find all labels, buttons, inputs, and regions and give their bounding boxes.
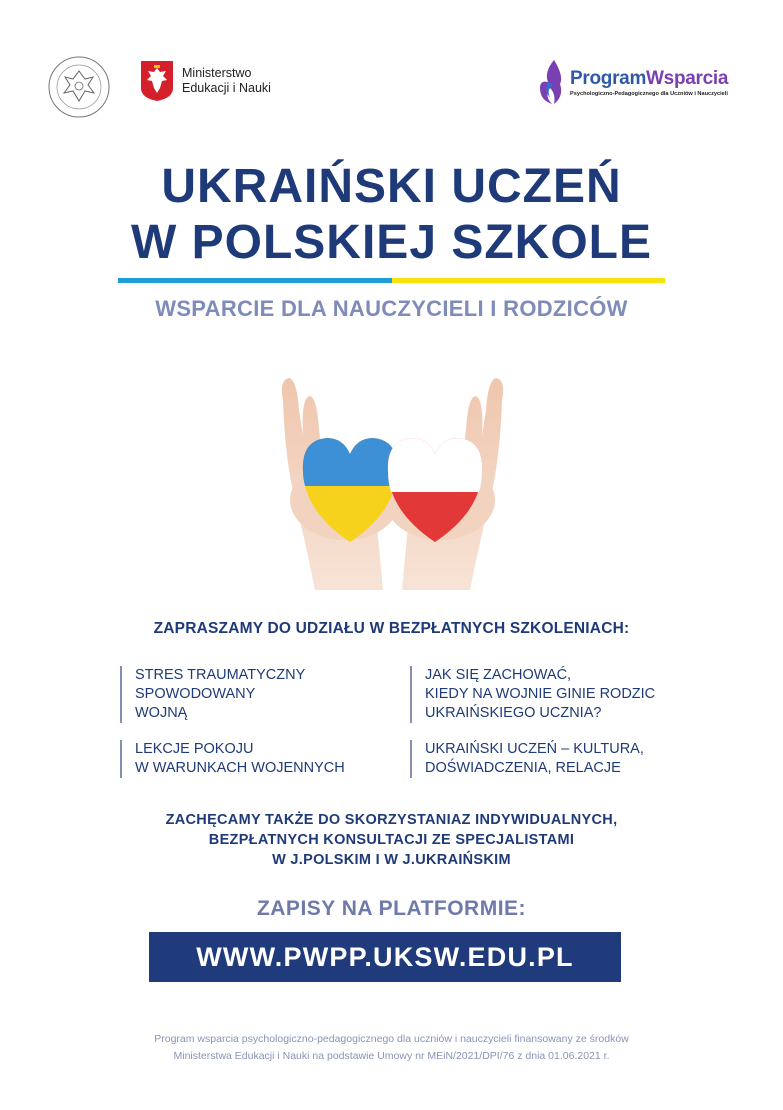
ministry-name-line1: Ministerstwo — [182, 66, 252, 80]
topic-item — [120, 666, 305, 723]
program-wsparcia-flame-icon — [534, 58, 566, 106]
topic-line: LEKCJE POKOJU — [135, 741, 254, 757]
consultation-note — [0, 810, 783, 870]
topic-item — [120, 740, 345, 778]
topic-line: DOŚWIADCZENIA, RELACJE — [425, 760, 621, 776]
topic-line: JAK SIĘ ZACHOWAĆ, — [425, 667, 572, 683]
footer-line1: Program wsparcia psychologiczno-pedagogicznego dla uczniów i nauczycieli finansowany ze środków — [154, 1033, 629, 1045]
ministry-logo — [140, 60, 271, 102]
hands-holding-hearts-image — [275, 340, 510, 600]
topic-line: KIEDY NA WOJNIE GINIE RODZIC — [425, 686, 656, 702]
subtitle: WSPARCIE DLA NAUCZYCIELI I RODZICÓW — [155, 296, 628, 321]
topic-line: UKRAIŃSKI UCZEŃ – KULTURA, — [425, 741, 644, 757]
topic-line: WOJNĄ — [135, 705, 188, 721]
consultation-line3: W J.POLSKIM I W J.UKRAIŃSKIM — [272, 852, 511, 868]
flag-bar-blue — [118, 278, 392, 283]
topic-item — [410, 740, 644, 778]
funding-footer — [0, 1031, 783, 1065]
title-line2: W POLSKIEJ SZKOLE — [130, 216, 653, 269]
topic-line: SPOWODOWANY — [135, 686, 256, 702]
flag-bar-yellow — [392, 278, 666, 283]
topic-item — [410, 666, 655, 723]
signup-label: ZAPISY NA PLATFORMIE: — [256, 897, 527, 920]
footer-line2: Ministerstwa Edukacji i Nauki na podstawie Umowy nr MEiN/2021/DPI/76 z dnia 01.06.2021 r. — [173, 1050, 610, 1062]
program-wsparcia-subtitle: Psychologiczno-Pedagogicznego dla Uczniów i Nauczycieli — [570, 90, 728, 97]
program-wsparcia-logo — [534, 58, 728, 106]
title-line1: UKRAIŃSKI UCZEŃ — [161, 160, 622, 213]
polish-eagle-emblem-icon — [140, 60, 174, 102]
ukraine-flag-bar — [118, 278, 665, 283]
consultation-line1: ZACHĘCAMY TAKŻE DO SKORZYSTANIAZ INDYWIDUALNYCH, — [165, 812, 618, 828]
program-word: Program — [570, 67, 647, 89]
topic-line: UKRAIŃSKIEGO UCZNIA? — [425, 705, 602, 721]
topic-line: STRES TRAUMATYCZNY — [135, 667, 306, 683]
ministry-name-line2: Edukacji i Nauki — [182, 81, 271, 95]
platform-url-link[interactable]: WWW.PWPP.UKSW.EDU.PL — [149, 932, 621, 982]
invite-heading: ZAPRASZAMY DO UDZIAŁU W BEZPŁATNYCH SZKOLENIACH: — [153, 620, 630, 637]
topic-line: W WARUNKACH WOJENNYCH — [135, 760, 345, 776]
program-wsparcia-name — [570, 68, 728, 90]
uksw-seal-logo — [47, 55, 111, 119]
wsparcia-word: Wsparcia — [646, 67, 729, 89]
consultation-line2: BEZPŁATNYCH KONSULTACJI ZE SPECJALISTAMI — [208, 832, 575, 848]
